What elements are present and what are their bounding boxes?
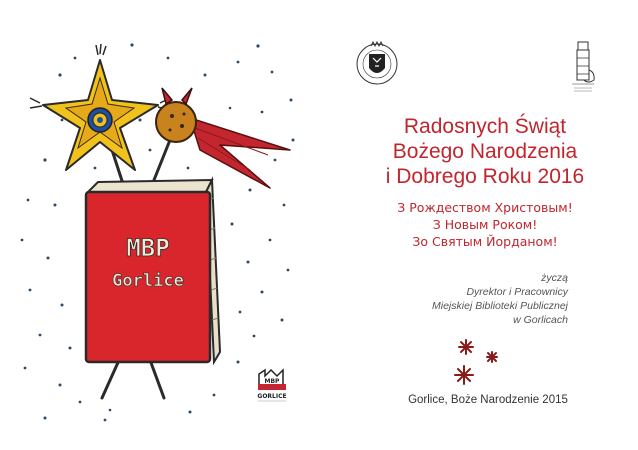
book-text-gorlice: Gorlice bbox=[112, 271, 184, 291]
star-shape bbox=[30, 44, 170, 170]
cyrillic-line-2: З Новым Роком! bbox=[432, 217, 538, 232]
senders-line-1: życzą bbox=[541, 272, 568, 284]
book-text-mbp: MBP bbox=[126, 234, 170, 262]
footer-place-date: Gorlice, Boże Narodzenie 2015 bbox=[408, 394, 568, 406]
greeting-line-2: Bożego Narodzenia bbox=[392, 140, 578, 163]
stars-icon bbox=[452, 336, 504, 390]
coat-of-arms-logo bbox=[355, 40, 399, 92]
cyrillic-line-1: З Рождеством Христовым! bbox=[397, 200, 573, 215]
tower-icon bbox=[568, 40, 598, 96]
cyrillic-line-3: Зо Святым Йорданом! bbox=[412, 234, 558, 249]
greeting-line-1: Radosnych Świąt bbox=[403, 115, 567, 138]
mbp-logo-text: MBP bbox=[264, 378, 280, 385]
polish-greeting bbox=[340, 114, 630, 189]
book-shape bbox=[86, 180, 220, 362]
senders-line-2: Dyrektor i Pracownicy bbox=[466, 286, 568, 298]
coat-of-arms-icon bbox=[355, 40, 399, 92]
mbp-gorlice-logo bbox=[257, 370, 286, 401]
tower-logo bbox=[568, 40, 598, 96]
rusyn-greeting bbox=[340, 199, 630, 250]
gorlice-logo-text: GORLICE bbox=[257, 393, 287, 400]
senders-line-3: Miejskiej Biblioteki Publicznej bbox=[432, 300, 568, 312]
comet-shape bbox=[156, 88, 290, 188]
senders-block bbox=[380, 271, 568, 327]
senders-line-4: w Gorlicach bbox=[513, 314, 568, 326]
greeting-line-3: i Dobrego Roku 2016 bbox=[385, 165, 585, 188]
decorative-stars bbox=[452, 336, 504, 390]
